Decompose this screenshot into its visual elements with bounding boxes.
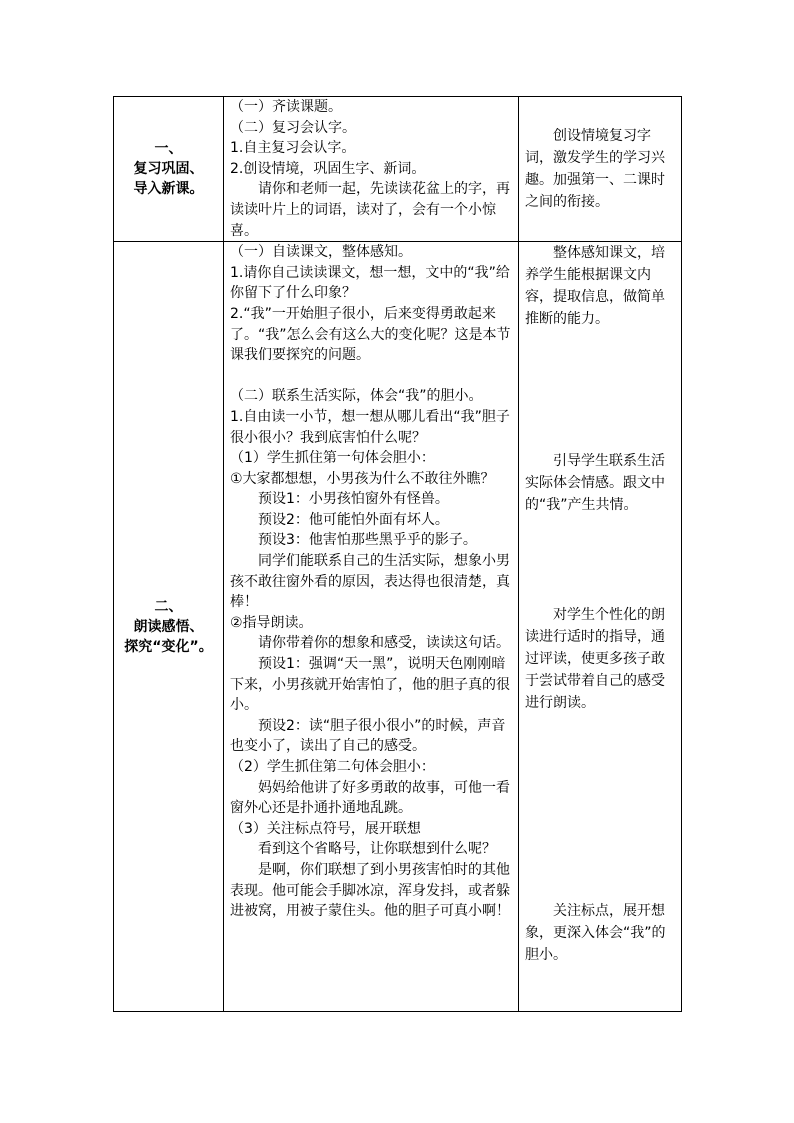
content-line: 1.请你自己读读课文，想一想，文中的“我”给你留下了什么印象？ bbox=[230, 264, 510, 302]
content-line: 预设1：小男孩怕窗外有怪兽。 bbox=[258, 491, 449, 508]
content-line: 1.自由读一小节，想一想从哪儿看出“我”胆子很小很小？我到底害怕什么呢？ bbox=[230, 408, 510, 446]
section-title-line: 朗读感悟、 bbox=[133, 618, 204, 635]
content-line: 请你带着你的想象和感受，读读这句话。 bbox=[258, 635, 510, 652]
note-text: 引导学生联系生活实际体会情感。跟文中的“我”产生共情。 bbox=[525, 453, 665, 514]
content-line: 请你和老师一起，先读读花盆上的字，再读读叶片上的词语，读对了，会有一个小惊喜。 bbox=[230, 181, 510, 239]
note-text: 创设情境复习字词，激发学生的学习兴趣。加强第一、二课时之间的衔接。 bbox=[525, 128, 665, 210]
note-text: 对学生个性化的朗读进行适时的指导，通过评读，使更多孩子敢于尝试带着自己的感受进行朗读。 bbox=[525, 607, 665, 712]
content-line: （2）学生抓住第二句体会胆小： bbox=[230, 759, 435, 775]
content-line: 2.创设情境，巩固生字、新词。 bbox=[230, 160, 426, 177]
content-line: 是啊，你们联想了到小男孩害怕时的其他表现。他可能会手脚冰凉，浑身发抖，或者躲进被窝，用被子蒙住头。他的胆子可真小啊！ bbox=[230, 861, 510, 920]
section-number: 一、 bbox=[154, 141, 183, 158]
content-line: （一）自读课文，整体感知。 bbox=[230, 244, 412, 261]
content-line: 2.“我”一开始胆子很小，后来变得勇敢起来了。“我”怎么会有这么大的变化呢？这是本节课我们要探究的问题。 bbox=[230, 305, 511, 364]
content-line: （3）关注标点符号，展开联想 bbox=[230, 820, 421, 837]
content-line: （一）齐读课题。 bbox=[230, 99, 342, 115]
section-title-line: 复习巩固、 bbox=[133, 161, 204, 178]
lesson-plan-table bbox=[113, 96, 682, 1012]
content-line: 预设1：强调“天一黑”，说明天色刚刚暗下来，小男孩就开始害怕了，他的胆子真的很小。 bbox=[230, 656, 510, 714]
row-review bbox=[114, 97, 682, 242]
content-cell bbox=[224, 242, 519, 1012]
content-line: 看到这个省略号，让你联想到什么呢？ bbox=[258, 841, 496, 858]
note-text: 整体感知课文，培养学生能根据课文内容，提取信息，做简单推断的能力。 bbox=[525, 245, 665, 328]
section-title-cell bbox=[114, 97, 224, 242]
content-line: ①大家都想想，小男孩为什么不敢往外瞧？ bbox=[230, 470, 495, 487]
section-title-line: 导入新课。 bbox=[133, 181, 204, 198]
content-line: 预设3：他害怕那些黑乎乎的影子。 bbox=[258, 532, 477, 549]
content-line: 1.自主复习会认字。 bbox=[230, 140, 356, 157]
section-title-line: 探究“变化”。 bbox=[124, 638, 213, 655]
note-text: 关注标点，展开想象，更深入体会“我”的胆小。 bbox=[525, 903, 666, 964]
section-number: 二、 bbox=[154, 598, 183, 615]
content-line: （二）复习会认字。 bbox=[230, 119, 356, 136]
note-cell bbox=[519, 242, 682, 1012]
content-line: 预设2：读“胆子很小很小”的时候，声音也变小了，读出了自己的感受。 bbox=[230, 717, 506, 755]
content-cell bbox=[224, 97, 519, 242]
note-cell bbox=[519, 97, 682, 242]
section-title-cell bbox=[114, 242, 224, 1012]
content-line: 同学们能联系自己的生活实际，想象小男孩不敢往窗外看的原因，表达得也很清楚，真棒！ bbox=[230, 553, 510, 611]
content-line: （二）联系生活实际，体会“我”的胆小。 bbox=[230, 388, 483, 405]
blank-line bbox=[230, 366, 514, 387]
row-reading bbox=[114, 242, 682, 1012]
content-line: 预设2：他可能怕外面有坏人。 bbox=[258, 511, 449, 528]
content-line: ②指导朗读。 bbox=[230, 614, 313, 631]
content-line: （1）学生抓住第一句体会胆小： bbox=[230, 450, 435, 467]
content-line: 妈妈给他讲了好多勇敢的故事，可他一看窗外心还是扑通扑通地乱跳。 bbox=[230, 779, 510, 817]
